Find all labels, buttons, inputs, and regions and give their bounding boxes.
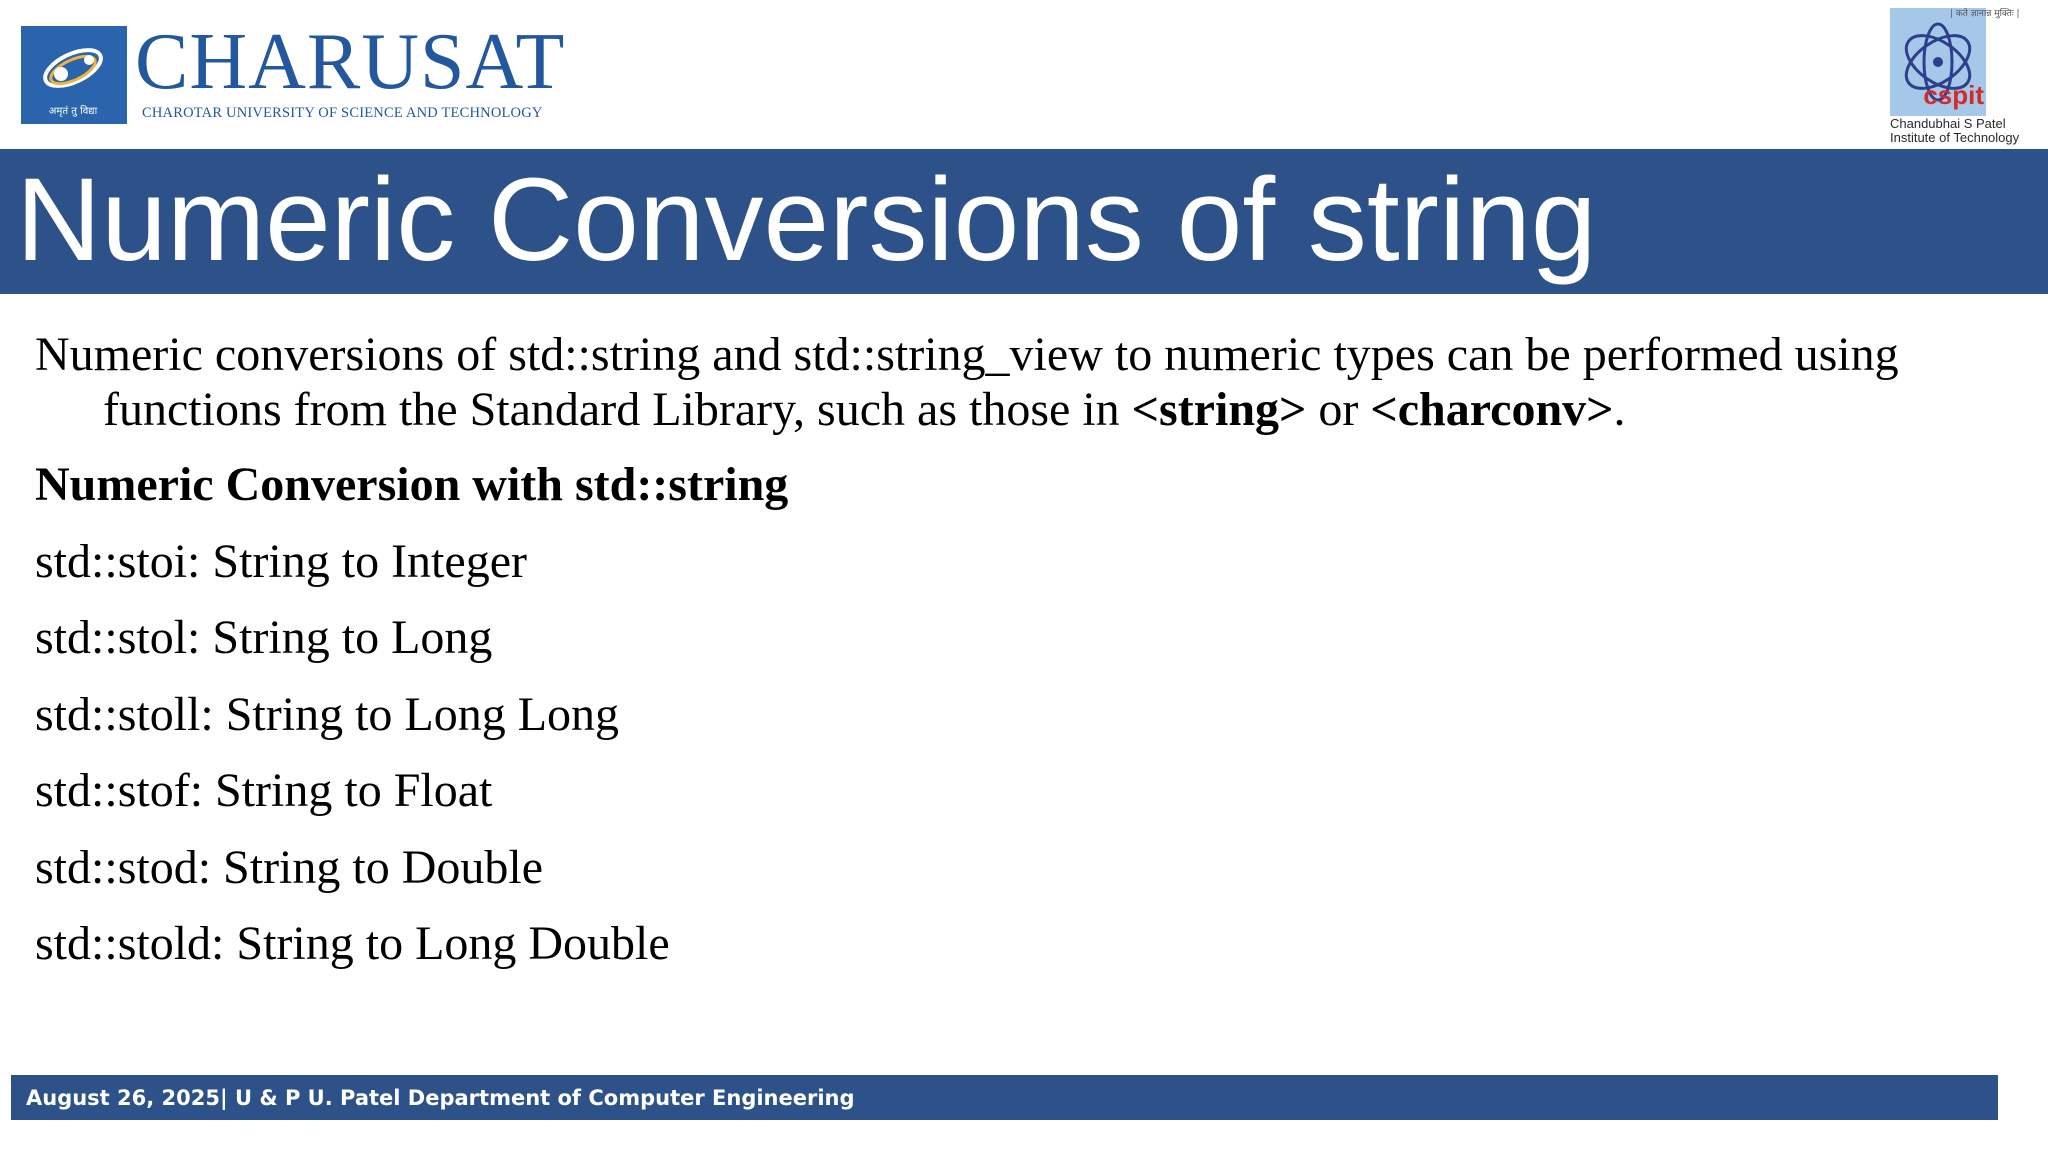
slide-content — [35, 327, 1995, 974]
intro-paragraph — [35, 327, 1995, 437]
title-band — [0, 149, 2048, 294]
cspit-logo — [1888, 6, 2038, 146]
cspit-emblem-icon — [1890, 8, 1986, 116]
slide-title: Numeric Conversions of string — [16, 154, 1597, 286]
footer-date: August 26, 2025 — [26, 1086, 220, 1110]
footer-separator: | — [220, 1086, 228, 1110]
intro-text-2: or — [1306, 383, 1371, 436]
intro-header-charconv: <charconv> — [1370, 383, 1614, 436]
charusat-logo — [21, 18, 566, 128]
charusat-subtitle: CHAROTAR UNIVERSITY OF SCIENCE AND TECHNOLOGY — [142, 105, 543, 121]
charusat-wordmark: CHARUSAT — [135, 18, 566, 106]
intro-text-3: . — [1613, 383, 1626, 436]
charusat-emblem-icon — [21, 26, 127, 124]
footer-department: U & P U. Patel Department of Computer Engineering — [234, 1086, 855, 1110]
intro-header-string: <string> — [1131, 383, 1307, 436]
list-item: std::stod: String to Double — [35, 840, 544, 894]
list-item: std::stof: String to Float — [35, 764, 493, 817]
footer-text — [26, 1086, 855, 1110]
list-item: std::stoi: String to Integer — [35, 534, 527, 588]
footer-band — [11, 1075, 1998, 1120]
charusat-motto: अमृतं तु विद्या — [48, 106, 98, 117]
cspit-line2: Institute of Technology — [1890, 130, 2020, 145]
list-item: std::stoll: String to Long Long — [35, 687, 620, 741]
section-heading: Numeric Conversion with std::string — [35, 458, 789, 511]
cspit-wordmark: cspit — [1923, 80, 1984, 110]
intro-text-1: Numeric conversions of std::string and std::string_view to numeric types can be performed using functions from the Standard Library, such as those in — [35, 328, 1899, 436]
cspit-motto: | कते ज्ञानान्न मुक्तिः | — [1950, 9, 2020, 19]
list-item: std::stol: String to Long — [35, 611, 493, 664]
cspit-line1: Chandubhai S Patel — [1890, 116, 2006, 131]
list-item: std::stold: String to Long Double — [35, 917, 670, 970]
cspit-institute-name — [1890, 117, 2019, 145]
